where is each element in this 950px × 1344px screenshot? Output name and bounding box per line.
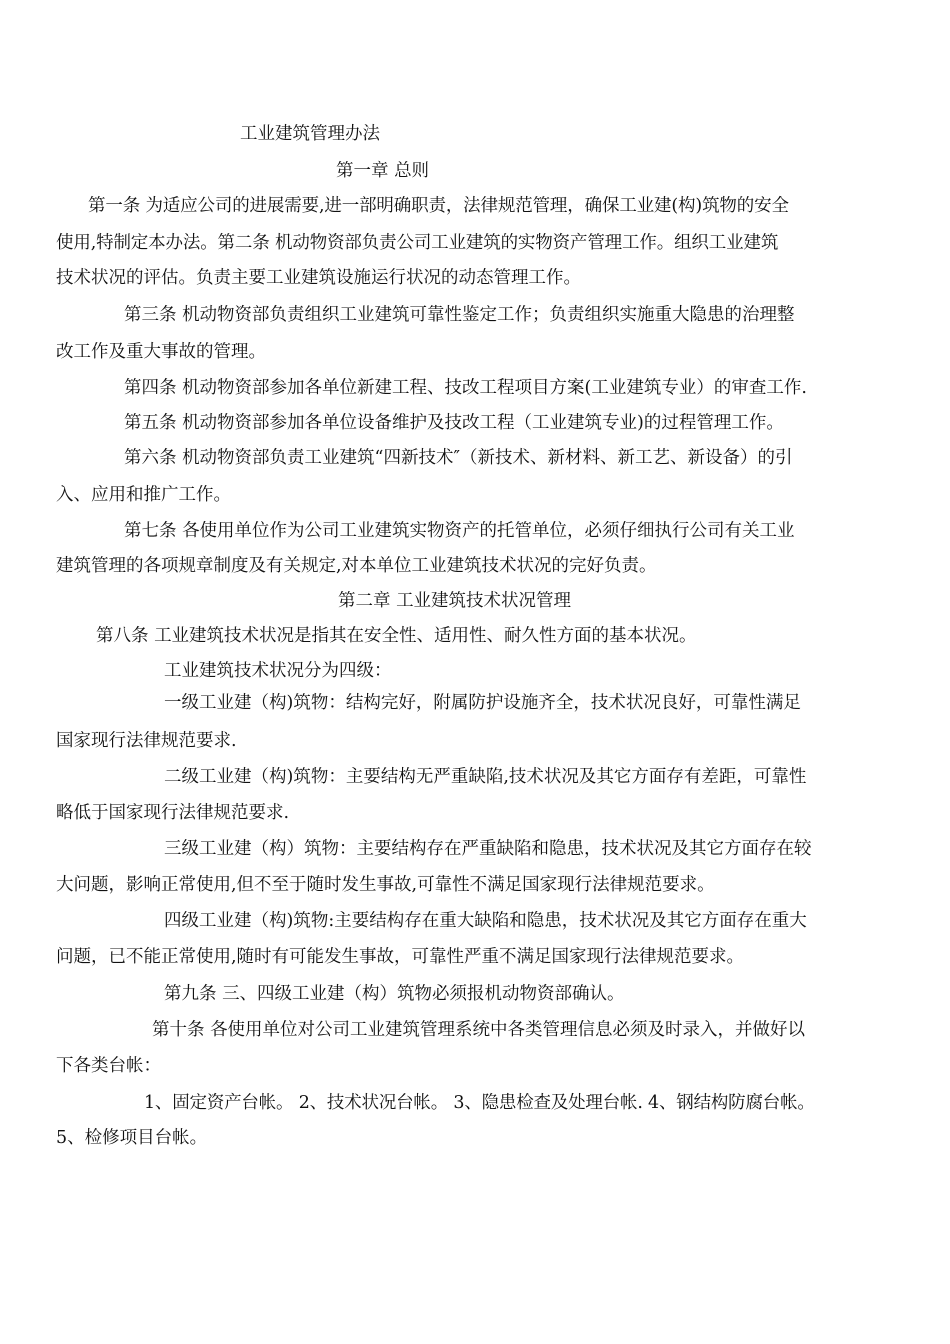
paragraph-line: 第五条 机动物资部参加各单位设备维护及技改工程（工业建筑专业)的过程管理工作。	[124, 413, 784, 433]
paragraph-line: 工业建筑技术状况分为四级：	[164, 661, 392, 681]
paragraph-line: 第三条 机动物资部负责组织工业建筑可靠性鉴定工作；负责组织实施重大隐患的治理整	[124, 305, 795, 325]
paragraph-line: 下各类台帐：	[56, 1056, 161, 1076]
paragraph-line: 第七条 各使用单位作为公司工业建筑实物资产的托管单位，必须仔细执行公司有关工业	[124, 521, 795, 541]
paragraph-line: 1、固定资产台帐。 2、技术状况台帐。 3、隐患检查及处理台帐. 4、钢结构防腐台帐。	[144, 1093, 815, 1113]
paragraph-line: 技术状况的评估。负责主要工业建筑设施运行状况的动态管理工作。	[56, 268, 581, 288]
chapter-heading: 第二章 工业建筑技术状况管理	[338, 591, 572, 611]
paragraph-line: 第四条 机动物资部参加各单位新建工程、技改工程项目方案(工业建筑专业）的审查工作.	[124, 378, 807, 398]
paragraph-line: 改工作及重大事故的管理。	[56, 342, 266, 362]
paragraph-line: 四级工业建（构)筑物:主要结构存在重大缺陷和隐患，技术状况及其它方面存在重大	[164, 911, 807, 931]
paragraph-line: 三级工业建（构）筑物：主要结构存在严重缺陷和隐患，技术状况及其它方面存在较	[164, 839, 812, 859]
paragraph-line: 第六条 机动物资部负责工业建筑“四新技术″（新技术、新材料、新工艺、新设备）的引	[124, 448, 793, 468]
paragraph-line: 第十条 各使用单位对公司工业建筑管理系统中各类管理信息必须及时录入，并做好以	[152, 1020, 806, 1040]
document-title: 工业建筑管理办法	[240, 124, 380, 144]
paragraph-line: 第九条 三、四级工业建（构）筑物必须报机动物资部确认。	[164, 984, 625, 1004]
paragraph-line: 入、应用和推广工作。	[56, 485, 231, 505]
paragraph-line: 大问题，影响正常使用,但不至于随时发生事故,可靠性不满足国家现行法律规范要求。	[56, 875, 715, 895]
paragraph-line: 使用,特制定本办法。第二条 机动物资部负责公司工业建筑的实物资产管理工作。组织工业建筑	[56, 233, 779, 253]
paragraph-line: 问题，已不能正常使用,随时有可能发生事故，可靠性严重不满足国家现行法律规范要求。	[56, 947, 745, 967]
paragraph-line: 一级工业建（构)筑物：结构完好，附属防护设施齐全，技术状况良好，可靠性满足	[164, 693, 801, 713]
paragraph-line: 第一条 为适应公司的进展需要,进一部明确职责，法律规范管理，确保工业建(构)筑物的安全	[88, 196, 789, 216]
paragraph-line: 建筑管理的各项规章制度及有关规定,对本单位工业建筑技术状况的完好负责。	[56, 556, 657, 576]
paragraph-line: 二级工业建（构)筑物：主要结构无严重缺陷,技术状况及其它方面存有差距，可靠性	[164, 767, 807, 787]
chapter-heading: 第一章 总则	[336, 161, 430, 181]
paragraph-line: 略低于国家现行法律规范要求.	[56, 803, 290, 823]
paragraph-line: 5、检修项目台帐。	[56, 1128, 208, 1148]
paragraph-line: 国家现行法律规范要求.	[56, 731, 237, 751]
paragraph-line: 第八条 工业建筑技术状况是指其在安全性、适用性、耐久性方面的基本状况。	[96, 626, 697, 646]
